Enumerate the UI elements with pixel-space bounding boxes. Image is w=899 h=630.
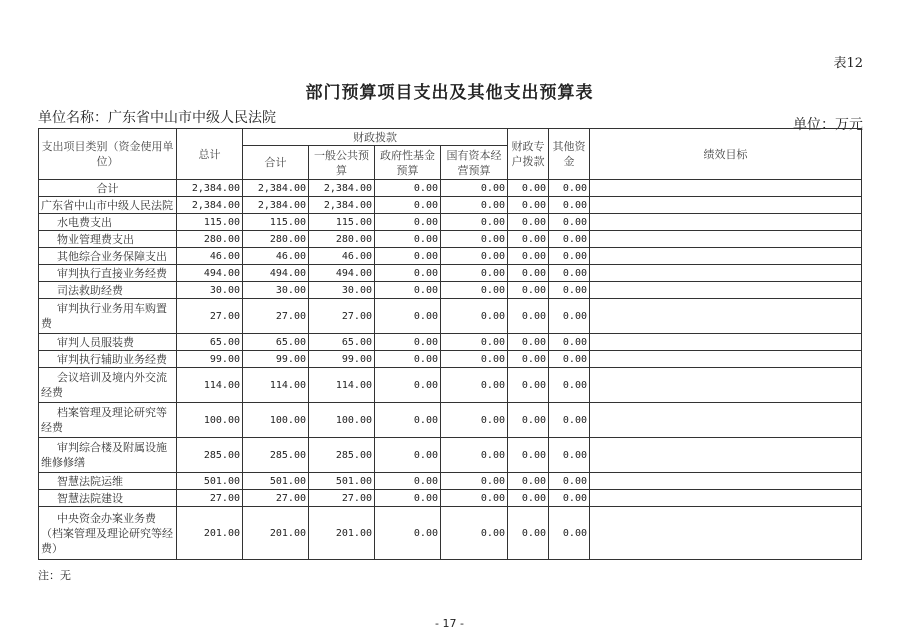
- cell-other: 0.00: [549, 282, 590, 299]
- table-row: [39, 197, 862, 214]
- cell-other: 0.00: [549, 368, 590, 403]
- header-other: 其他资金: [549, 129, 590, 180]
- header-fiscal-total: 合计: [243, 146, 309, 180]
- cell-performance: [590, 490, 862, 507]
- table-row: [39, 473, 862, 490]
- row-name: 司法救助经费: [39, 282, 177, 299]
- cell-ftotal: 30.00: [243, 282, 309, 299]
- cell-state: 0.00: [441, 299, 508, 334]
- cell-state: 0.00: [441, 490, 508, 507]
- row-name: 会议培训及境内外交流经费: [39, 368, 177, 403]
- cell-total: 27.00: [177, 299, 243, 334]
- cell-special: 0.00: [508, 438, 549, 473]
- cell-total: 100.00: [177, 403, 243, 438]
- budget-table: [38, 128, 862, 560]
- cell-special: 0.00: [508, 282, 549, 299]
- cell-total: 285.00: [177, 438, 243, 473]
- cell-special: 0.00: [508, 473, 549, 490]
- cell-special: 0.00: [508, 368, 549, 403]
- cell-state: 0.00: [441, 265, 508, 282]
- cell-other: 0.00: [549, 473, 590, 490]
- table-row: [39, 180, 862, 197]
- cell-ftotal: 46.00: [243, 248, 309, 265]
- cell-gov: 0.00: [375, 197, 441, 214]
- row-name: 广东省中山市中级人民法院: [39, 197, 177, 214]
- row-name: 审判执行业务用车购置费: [39, 299, 177, 334]
- cell-total: 280.00: [177, 231, 243, 248]
- cell-state: 0.00: [441, 214, 508, 231]
- cell-other: 0.00: [549, 231, 590, 248]
- cell-special: 0.00: [508, 231, 549, 248]
- row-name: 档案管理及理论研究等经费: [39, 403, 177, 438]
- page-title: 部门预算项目支出及其他支出预算表: [305, 83, 594, 103]
- cell-performance: [590, 299, 862, 334]
- header-performance: 绩效目标: [590, 129, 862, 180]
- cell-ftotal: 285.00: [243, 438, 309, 473]
- cell-ftotal: 115.00: [243, 214, 309, 231]
- cell-other: 0.00: [549, 299, 590, 334]
- cell-special: 0.00: [508, 197, 549, 214]
- row-name: 审判人员服装费: [39, 334, 177, 351]
- cell-total: 114.00: [177, 368, 243, 403]
- cell-special: 0.00: [508, 507, 549, 560]
- table-row: [39, 403, 862, 438]
- cell-general: 100.00: [309, 403, 375, 438]
- cell-other: 0.00: [549, 214, 590, 231]
- cell-gov: 0.00: [375, 282, 441, 299]
- cell-gov: 0.00: [375, 507, 441, 560]
- cell-state: 0.00: [441, 438, 508, 473]
- cell-performance: [590, 438, 862, 473]
- cell-special: 0.00: [508, 265, 549, 282]
- cell-general: 99.00: [309, 351, 375, 368]
- row-name: 中央资金办案业务费（档案管理及理论研究等经费）: [39, 507, 177, 560]
- cell-other: 0.00: [549, 265, 590, 282]
- table-row: [39, 438, 862, 473]
- table-row: [39, 265, 862, 282]
- page-number: - 17 -: [435, 617, 464, 630]
- cell-special: 0.00: [508, 351, 549, 368]
- cell-total: 2,384.00: [177, 180, 243, 197]
- header-state-capital: 国有资本经营预算: [441, 146, 508, 180]
- cell-general: 280.00: [309, 231, 375, 248]
- cell-ftotal: 2,384.00: [243, 197, 309, 214]
- header-gov-fund: 政府性基金预算: [375, 146, 441, 180]
- row-name: 审判执行辅助业务经费: [39, 351, 177, 368]
- cell-ftotal: 65.00: [243, 334, 309, 351]
- cell-total: 30.00: [177, 282, 243, 299]
- row-name: 水电费支出: [39, 214, 177, 231]
- cell-special: 0.00: [508, 334, 549, 351]
- cell-state: 0.00: [441, 368, 508, 403]
- table-row: [39, 334, 862, 351]
- header-category: 支出项目类别（资金使用单位）: [39, 129, 177, 180]
- cell-gov: 0.00: [375, 180, 441, 197]
- table-row: [39, 299, 862, 334]
- cell-total: 201.00: [177, 507, 243, 560]
- row-name: 其他综合业务保障支出: [39, 248, 177, 265]
- cell-performance: [590, 265, 862, 282]
- cell-ftotal: 501.00: [243, 473, 309, 490]
- cell-general: 2,384.00: [309, 180, 375, 197]
- cell-other: 0.00: [549, 351, 590, 368]
- cell-gov: 0.00: [375, 248, 441, 265]
- cell-special: 0.00: [508, 403, 549, 438]
- cell-gov: 0.00: [375, 490, 441, 507]
- cell-performance: [590, 403, 862, 438]
- cell-total: 2,384.00: [177, 197, 243, 214]
- cell-performance: [590, 507, 862, 560]
- cell-state: 0.00: [441, 403, 508, 438]
- table-row: [39, 490, 862, 507]
- cell-total: 494.00: [177, 265, 243, 282]
- cell-gov: 0.00: [375, 231, 441, 248]
- cell-special: 0.00: [508, 299, 549, 334]
- cell-general: 2,384.00: [309, 197, 375, 214]
- cell-ftotal: 201.00: [243, 507, 309, 560]
- cell-total: 65.00: [177, 334, 243, 351]
- table-row: [39, 368, 862, 403]
- row-name: 审判执行直接业务经费: [39, 265, 177, 282]
- cell-ftotal: 114.00: [243, 368, 309, 403]
- unit-name: 单位名称：广东省中山市中级人民法院: [38, 110, 276, 126]
- row-name: 合计: [39, 180, 177, 197]
- row-name: 物业管理费支出: [39, 231, 177, 248]
- cell-general: 65.00: [309, 334, 375, 351]
- cell-special: 0.00: [508, 214, 549, 231]
- cell-other: 0.00: [549, 438, 590, 473]
- cell-state: 0.00: [441, 334, 508, 351]
- cell-ftotal: 27.00: [243, 490, 309, 507]
- cell-other: 0.00: [549, 507, 590, 560]
- cell-ftotal: 100.00: [243, 403, 309, 438]
- cell-total: 501.00: [177, 473, 243, 490]
- row-name: 智慧法院建设: [39, 490, 177, 507]
- table-row: [39, 248, 862, 265]
- cell-general: 285.00: [309, 438, 375, 473]
- cell-general: 114.00: [309, 368, 375, 403]
- cell-total: 115.00: [177, 214, 243, 231]
- row-name: 智慧法院运维: [39, 473, 177, 490]
- table-row: [39, 351, 862, 368]
- table-row: [39, 507, 862, 560]
- cell-state: 0.00: [441, 282, 508, 299]
- cell-other: 0.00: [549, 180, 590, 197]
- cell-performance: [590, 197, 862, 214]
- cell-ftotal: 2,384.00: [243, 180, 309, 197]
- cell-state: 0.00: [441, 473, 508, 490]
- cell-general: 494.00: [309, 265, 375, 282]
- cell-total: 99.00: [177, 351, 243, 368]
- cell-gov: 0.00: [375, 473, 441, 490]
- table-row: [39, 214, 862, 231]
- cell-total: 46.00: [177, 248, 243, 265]
- cell-other: 0.00: [549, 403, 590, 438]
- cell-gov: 0.00: [375, 299, 441, 334]
- cell-performance: [590, 248, 862, 265]
- cell-ftotal: 280.00: [243, 231, 309, 248]
- cell-performance: [590, 231, 862, 248]
- cell-total: 27.00: [177, 490, 243, 507]
- cell-performance: [590, 282, 862, 299]
- cell-performance: [590, 473, 862, 490]
- header-special: 财政专户拨款: [508, 129, 549, 180]
- cell-general: 46.00: [309, 248, 375, 265]
- cell-general: 201.00: [309, 507, 375, 560]
- cell-general: 115.00: [309, 214, 375, 231]
- header-fiscal: 财政拨款: [243, 129, 508, 146]
- cell-ftotal: 99.00: [243, 351, 309, 368]
- currency-unit: 单位：万元: [793, 117, 863, 133]
- cell-performance: [590, 351, 862, 368]
- table-number: 表12: [833, 56, 863, 71]
- header-total: 总计: [177, 129, 243, 180]
- cell-performance: [590, 368, 862, 403]
- table-row: [39, 231, 862, 248]
- cell-other: 0.00: [549, 490, 590, 507]
- cell-performance: [590, 180, 862, 197]
- table-row: [39, 282, 862, 299]
- cell-other: 0.00: [549, 197, 590, 214]
- cell-gov: 0.00: [375, 403, 441, 438]
- cell-other: 0.00: [549, 248, 590, 265]
- cell-other: 0.00: [549, 334, 590, 351]
- cell-state: 0.00: [441, 197, 508, 214]
- cell-general: 501.00: [309, 473, 375, 490]
- cell-performance: [590, 334, 862, 351]
- cell-state: 0.00: [441, 351, 508, 368]
- cell-general: 27.00: [309, 490, 375, 507]
- cell-special: 0.00: [508, 490, 549, 507]
- cell-special: 0.00: [508, 248, 549, 265]
- cell-general: 27.00: [309, 299, 375, 334]
- note: 注：无: [38, 569, 71, 582]
- cell-gov: 0.00: [375, 334, 441, 351]
- cell-state: 0.00: [441, 231, 508, 248]
- cell-gov: 0.00: [375, 351, 441, 368]
- cell-state: 0.00: [441, 507, 508, 560]
- cell-special: 0.00: [508, 180, 549, 197]
- cell-gov: 0.00: [375, 368, 441, 403]
- cell-ftotal: 494.00: [243, 265, 309, 282]
- cell-gov: 0.00: [375, 265, 441, 282]
- cell-state: 0.00: [441, 180, 508, 197]
- cell-ftotal: 27.00: [243, 299, 309, 334]
- header-general-budget: 一般公共预算: [309, 146, 375, 180]
- cell-general: 30.00: [309, 282, 375, 299]
- cell-performance: [590, 214, 862, 231]
- cell-gov: 0.00: [375, 438, 441, 473]
- cell-state: 0.00: [441, 248, 508, 265]
- row-name: 审判综合楼及附属设施维修修缮: [39, 438, 177, 473]
- cell-gov: 0.00: [375, 214, 441, 231]
